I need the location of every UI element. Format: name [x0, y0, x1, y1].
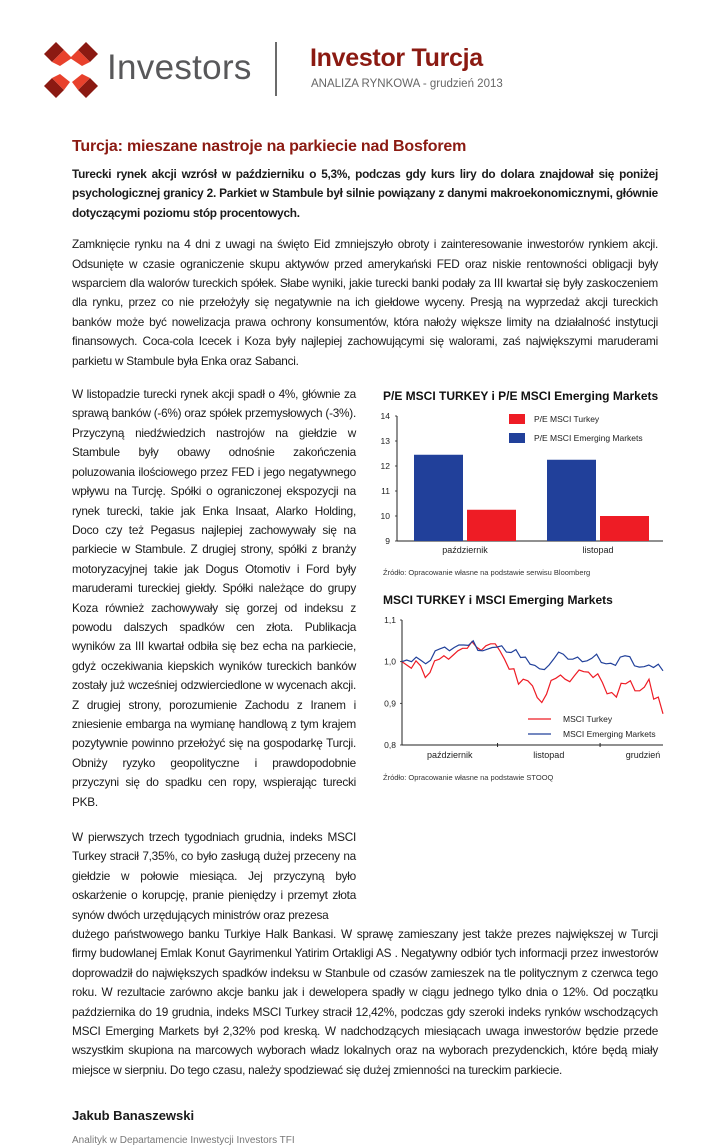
bar-emerging	[414, 455, 463, 541]
paragraph-november: W listopadzie turecki rynek akcji spadł o 4%, głównie za sprawą banków (-6%) oraz spółek przemysłowych (-3%). Przyczyną niedźwiedzich nastrojów na giełdzie w Stambule były obawy odnośnie zakończenia poluzowania ilościowego przez FED i jego negatywnego wpływu na Turcję. Spółki o ograniczonej ekspozycji na rynek turecki, takie jak Enka Insaat, Alarko Holding, Doco czy też Pegasus najlepiej zachowywały się na parkiecie w Stambule. Z drugiej strony, spółki z branży motoryzacyjnej takie jak Dogus Otomotiv i Ford były maruderami tureckiej giełdy. Spółki należące do grupy Koza również zachowywały się gorzej od indeksu z powodu dalszych spadków cen złota. Publikacja wyników za III kwartał odbiła się bez echa na parkiecie, gdyż oczekiwania kiepskich wyników tureckich banków zostały już wcześniej odzwierciedlone w wycenach akcji. Z drugiej strony, porozumienie Zachodu z Iranem i zniesienie embarga na wymianę handlową z tym krajem pozytywnie powinno przełożyć się na gospodarkę Turcji. Obniży ryzyko geopolityczne i prawdopodobnie przyczyni się do spadku cen ropy, wspierając turecki PKB.	[72, 387, 356, 809]
publication-title: Investor Turcja	[310, 44, 483, 72]
y-tick-label: 1,0	[384, 656, 396, 667]
bar-emerging	[547, 460, 596, 541]
series-line-emerging	[402, 641, 663, 671]
article	[72, 137, 661, 1146]
investors-logo-icon	[38, 40, 104, 100]
x-category-label: listopad	[582, 545, 614, 556]
left-column	[72, 385, 356, 925]
two-column-section	[72, 385, 661, 925]
paragraph-december: W pierwszych trzech tygodniach grudnia, indeks MSCI Turkey stracił 7,35%, co było zasługą dużej przeceny na giełdzie w połowie miesiąca. Jej przyczyną było oskarżenie o korupcję, pranie pieniędzy i przemyt złota synów dwóch urzędujących ministrów oraz prezesa	[72, 830, 356, 922]
x-category-label: październik	[442, 545, 488, 556]
bar-chart-source: Źródło: Opracowanie własne na podstawie serwisu Bloomberg	[383, 568, 591, 578]
y-tick-label: 1,1	[384, 615, 396, 626]
y-tick-label: 13	[380, 436, 390, 447]
msci-line-chart	[370, 590, 670, 785]
author-role: Analityk w Departamencie Inwestycji Investors TFI	[72, 1135, 295, 1146]
article-headline: Turcja: mieszane nastroje na parkiecie nad Bosforem	[72, 138, 467, 155]
legend-label: P/E MSCI Turkey	[534, 414, 600, 425]
legend-swatch	[509, 414, 525, 424]
x-month-label: październik	[427, 750, 473, 761]
author-name: Jakub Banaszewski	[72, 1108, 195, 1124]
bar-turkey	[467, 510, 516, 541]
line-chart-title: MSCI TURKEY i MSCI Emerging Markets	[383, 593, 613, 608]
legend-label: P/E MSCI Emerging Markets	[534, 433, 643, 444]
y-tick-label: 14	[380, 411, 390, 422]
y-tick-label: 10	[380, 511, 390, 522]
bar-turkey	[600, 516, 649, 541]
legend-label: MSCI Emerging Markets	[563, 729, 656, 740]
y-tick-label: 0,9	[384, 698, 396, 709]
legend-swatch	[509, 433, 525, 443]
brand-name: Investors	[107, 48, 252, 87]
pe-bar-chart	[370, 385, 670, 580]
right-column-charts	[370, 385, 670, 785]
paragraph-december-continued: dużego państwowego banku Turkiye Halk Bankasi. W sprawę zamieszany jest także prezes największej w Turcji firmy budowlanej Emlak Konut Gayrimenkul Yatirim Ortakligi AS . Negatywny odbiór tych informacji przez inwestorów doprowadził do największych spadków indeksu w Stanbule od czasów zamieszek na tle politycznym z czerwca tego roku. W rezultacie zarówno akcje banku jak i dewelopera spadły w ciągu jednego tylko dnia o 12%. Od początku października do 19 grudnia, indeks MSCI Turkey stracił 12,42%, podczas gdy szeroki indeks rynków wschodzących MSCI Emerging Markets był 2,32% pod kreską. W nadchodzących miesiącach uwaga inwestorów będzie przede wszystkim skupiona na marcowych wyborach władz lokalnych oraz na wyborach prezydenckich, które będą miały miejsce w sierpniu. Do tego czasu, należy spodziewać się dużej zmienności na tureckim parkiecie.	[72, 927, 658, 1077]
line-chart-source: Źródło: Opracowanie własne na podstawie STOOQ	[383, 773, 554, 783]
y-tick-label: 11	[381, 486, 390, 497]
publication-subtitle: ANALIZA RYNKOWA - grudzień 2013	[311, 78, 503, 90]
y-tick-label: 9	[385, 536, 390, 547]
lead-paragraph: Turecki rynek akcji wzrósł w październiku o 5,3%, podczas gdy kurs liry do dolara znajdował się poniżej psychologicznej granicy 2. Parkiet w Stambule był silnie powiązany z danymi makroekonomicznymi, głównie dotyczącymi poziomu stóp procentowych.	[72, 167, 658, 220]
x-month-label: listopad	[533, 750, 565, 761]
y-tick-label: 12	[380, 461, 390, 472]
y-tick-label: 0,8	[384, 740, 396, 751]
x-month-label: grudzień	[625, 750, 661, 761]
header-divider	[275, 42, 277, 96]
legend-label: MSCI Turkey	[563, 714, 613, 725]
bar-chart-title: P/E MSCI TURKEY i P/E MSCI Emerging Markets	[383, 389, 659, 404]
paragraph-october: Zamknięcie rynku na 4 dni z uwagi na święto Eid zmniejszyło obroty i zainteresowanie inwestorów rynkiem akcji. Odsunięte w czasie ograniczenie skupu aktywów przed amerykański FED oraz niskie rentowności obligacji były wsparciem dla walorów tureckich spółek. Słabe wyniki, jakie turecki banki podały za III kwartał się były zaskoczeniem dla rynku, przez co nie przełożyły się negatywnie na ich giełdowe wyceny. Presją na wyprzedaż akcji tureckich banków może być nowelizacja prawa ochrony konsumentów, która nałoży większe limity na działalność instytucji finansowych. Coca-cola Icecek i Koza były najlepiej zachowującymi się walorami, zaś największymi maruderami parkietu w Stambule była Enka oraz Sabanci.	[72, 237, 658, 368]
series-line-turkey	[402, 642, 663, 714]
